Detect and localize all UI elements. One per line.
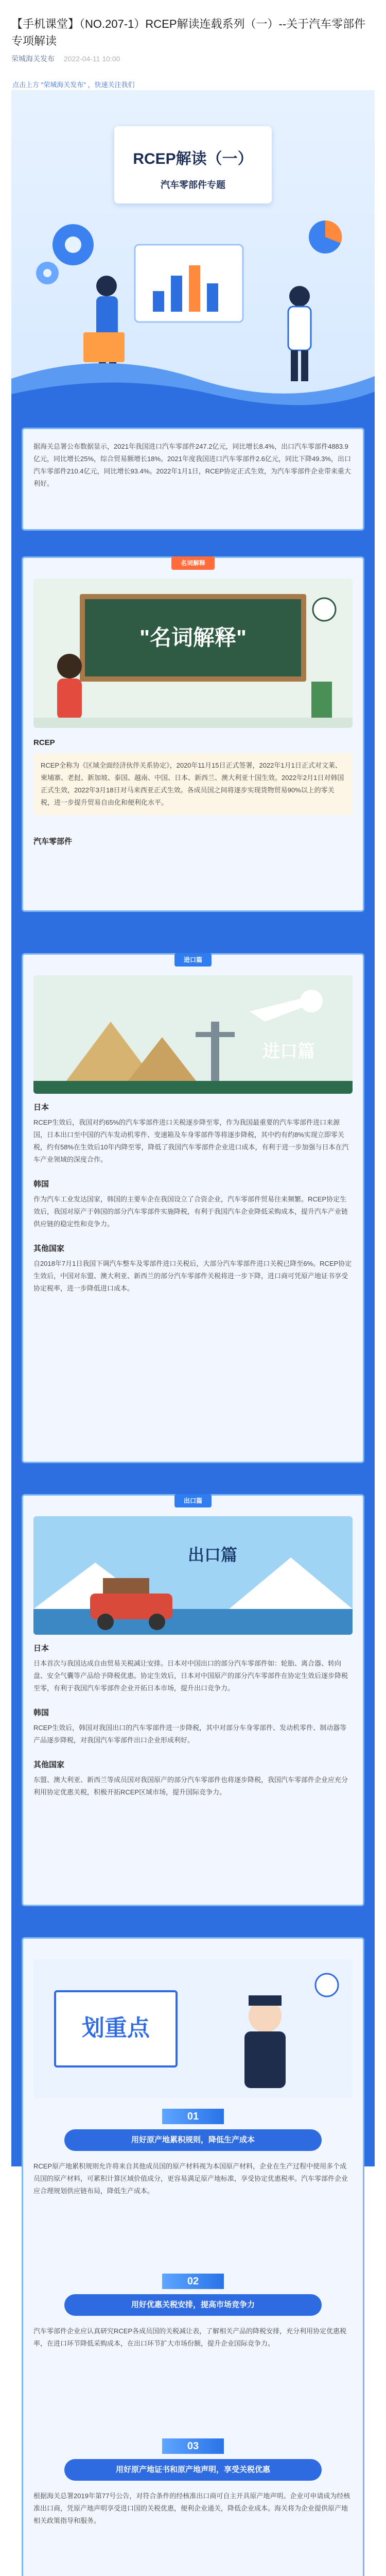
follow-suffix: ，快速关注我们 xyxy=(87,81,135,89)
scene-title: 出口篇 xyxy=(188,1546,238,1564)
rcep-label: RCEP xyxy=(33,738,55,747)
point-title: 用好原产地累积规则，降低生产成本 xyxy=(64,2129,322,2151)
follow-prompt[interactable] xyxy=(11,79,375,89)
others-text: 自2018年7月1日我国下调汽车整车及零部件进口关税后，大部分汽车零部件进口关税已降至6%。RCEP协定生效后，中国对东盟、澳大利亚、新西兰的部分汽车零部件关税将进一步下降，进口商可凭原产地证书享受协定税率，进一步降低进口成本。 xyxy=(33,1260,352,1292)
point-text: 汽车零部件企业应认真研究RCEP各成员国的关税减让表，了解相关产品的降税安排，充分利用协定优惠税率，在进口环节降低采购成本，在出口环节扩大市场份额，提升企业国际竞争力。 xyxy=(33,2327,347,2347)
japan-text: 日本首次与我国达成自由贸易关税减让安排。日本对中国出口的部分汽车零部件如：轮胎、离合器、转向盘、安全气囊等产品给予降税优惠。协定生效后，日本对中国原产的部分汽车零部件在协定生效后逐步降税至零，有利于我国汽车零部件企业开拓日本市场，提升出口竞争力。 xyxy=(33,1659,348,1692)
section-import xyxy=(22,953,364,1463)
import-scene xyxy=(33,975,353,1094)
scene-title: 进口篇 xyxy=(262,1042,315,1061)
follow-account: "荣城海关发布" xyxy=(41,81,86,89)
landmarks-illustration xyxy=(33,975,353,1094)
officer-illustration xyxy=(33,1959,353,2098)
others-label: 其他国家 xyxy=(33,1244,65,1253)
gear-icon xyxy=(52,224,94,265)
publish-date: 2022-04-11 10:00 xyxy=(63,55,120,63)
korea-label: 韩国 xyxy=(33,1708,49,1717)
follow-prefix: 点击上方 xyxy=(12,81,40,89)
clock-icon xyxy=(313,598,336,621)
section-key-points xyxy=(22,1937,364,2576)
section-glossary xyxy=(22,556,364,912)
rcep-definition xyxy=(33,738,353,853)
section-tag: 出口篇 xyxy=(174,1494,212,1507)
board-title: "名词解释" xyxy=(139,625,247,650)
article-title: 【手机课堂】（NO.207-1）RCEP解读连载系列（一）--关于汽车零部件专项解读 xyxy=(11,18,366,47)
japan-label: 日本 xyxy=(33,1103,49,1112)
point-number: 02 xyxy=(162,2274,224,2289)
point-number: 01 xyxy=(162,2109,224,2124)
section-tag: 名词解释 xyxy=(171,556,215,570)
clock-icon xyxy=(315,1974,338,1996)
rcep-text: RCEP全称为《区域全面经济伙伴关系协定》，2020年11月15日正式签署，2022年1月1日正式对文莱、柬埔寨、老挝、新加坡、泰国、越南、中国、日本、新西兰、澳大利亚十国生效。2022年2月1日对韩国正式生效，2022年3月18日对马来西亚正式生效。各成员国之间将逐步实现货物贸易90%以上的零关税，进一步提升贸易自由化和便利化水平。 xyxy=(33,753,353,815)
export-scene xyxy=(33,1516,353,1635)
point-number: 03 xyxy=(162,2438,224,2454)
section-tag: 进口篇 xyxy=(174,953,212,967)
board-title: 划重点 xyxy=(54,1990,178,2067)
hero-subheadline: 汽车零部件专题 xyxy=(161,180,225,190)
export-content xyxy=(33,1642,353,1799)
korea-text: 作为汽车工业发达国家，韩国的主要车企在我国设立了合资企业，汽车零部件贸易往来频繁。RCEP协定生效后，我国对原产于韩国的部分汽车零部件实施降税，有利于我国汽车企业降低采购成本，提升汽车产业链供应链的稳定性和竞争力。 xyxy=(33,1195,348,1228)
section-export xyxy=(22,1494,364,1906)
others-label: 其他国家 xyxy=(33,1760,65,1769)
intro-panel xyxy=(22,428,364,531)
person-figure xyxy=(288,286,311,381)
point-text: RCEP原产地累积规则允许将来自其他成员国的原产材料视为本国原产材料，企业在生产过程中使用多个成员国的原产材料，可累积计算区域价值成分，更容易满足原产地标准，享受协定优惠税率。汽车零部件企业应合理规划供应链布局，降低生产成本。 xyxy=(33,2162,348,2195)
hero-banner xyxy=(11,90,375,420)
teacher-illustration xyxy=(33,579,353,728)
japan-text: RCEP生效后，我国对约65%的汽车零部件进口关税逐步降至零，作为我国最重要的汽车零部件进口来源国，日本出口至中国的汽车发动机零件、变速箱及车身零部件等将逐步降税，其中约有约8%实现立即零关税，约有58%在生效后10年内降至零，降低了我国汽车零部件企业进口成本，有利于进一步加强与日本在汽车产业领域的深度合作。 xyxy=(33,1118,349,1163)
auto-parts-label: 汽车零部件 xyxy=(33,837,73,846)
point-3 xyxy=(33,2438,353,2576)
point-text: 根据海关总署2019年第77号公告，对符合条件的经核准出口商可自主开具原产地声明。企业可申请成为经核准出口商，凭原产地声明享受进口国的关税优惠，便利企业通关，降低企业成本。海关将为企业提供原产地相关政策指导和服务。 xyxy=(33,2492,350,2524)
folder-icon xyxy=(83,332,125,362)
hero-headline: RCEP解读（一） xyxy=(133,150,253,167)
gear-icon xyxy=(36,262,59,284)
article-meta xyxy=(11,54,375,64)
account-name-link[interactable]: 荣城海关发布 xyxy=(11,55,55,63)
korea-label: 韩国 xyxy=(33,1180,49,1189)
korea-text: RCEP生效后，韩国对我国出口的汽车零部件进一步降税，其中对部分车身零部件、发动机零件、制动器等产品逐步降税，对我国汽车零部件出口企业形成利好。 xyxy=(33,1724,347,1744)
import-content xyxy=(33,1101,353,1295)
point-1 xyxy=(33,2109,353,2263)
others-text: 东盟、澳大利亚、新西兰等成员国对我国原产的部分汽车零部件也将逐步降税，我国汽车零部件企业应充分利用协定优惠关税，积极开拓RCEP区域市场，提升国际竞争力。 xyxy=(33,1776,348,1796)
glossary-scene xyxy=(33,579,353,728)
article-header xyxy=(0,0,386,89)
key-points-scene xyxy=(33,1959,353,2098)
hero-illustration xyxy=(11,90,375,420)
intro-text: 据海关总署公布数据显示，2021年我国进口汽车零部件247.2亿元，同比增长8.4%，出口汽车零部件4883.9亿元，同比增长25%，综合贸易额增长18%。2021年度我国进口汽车零部件2.6亿元，同比下降49.3%，出口汽车零部件210.4亿元，同比增长93.4%。2022年1月1日，RCEP协定正式生效，为汽车零部件企业带来重大利好。 xyxy=(33,443,351,487)
point-title: 用好优惠关税安排，提高市场竞争力 xyxy=(64,2294,322,2316)
point-2 xyxy=(33,2274,353,2428)
japan-label: 日本 xyxy=(33,1644,49,1653)
luggage-icon xyxy=(103,1578,149,1594)
point-title: 用好原产地证书和原产地声明，享受关税优惠 xyxy=(64,2459,322,2481)
car-illustration xyxy=(33,1516,353,1635)
